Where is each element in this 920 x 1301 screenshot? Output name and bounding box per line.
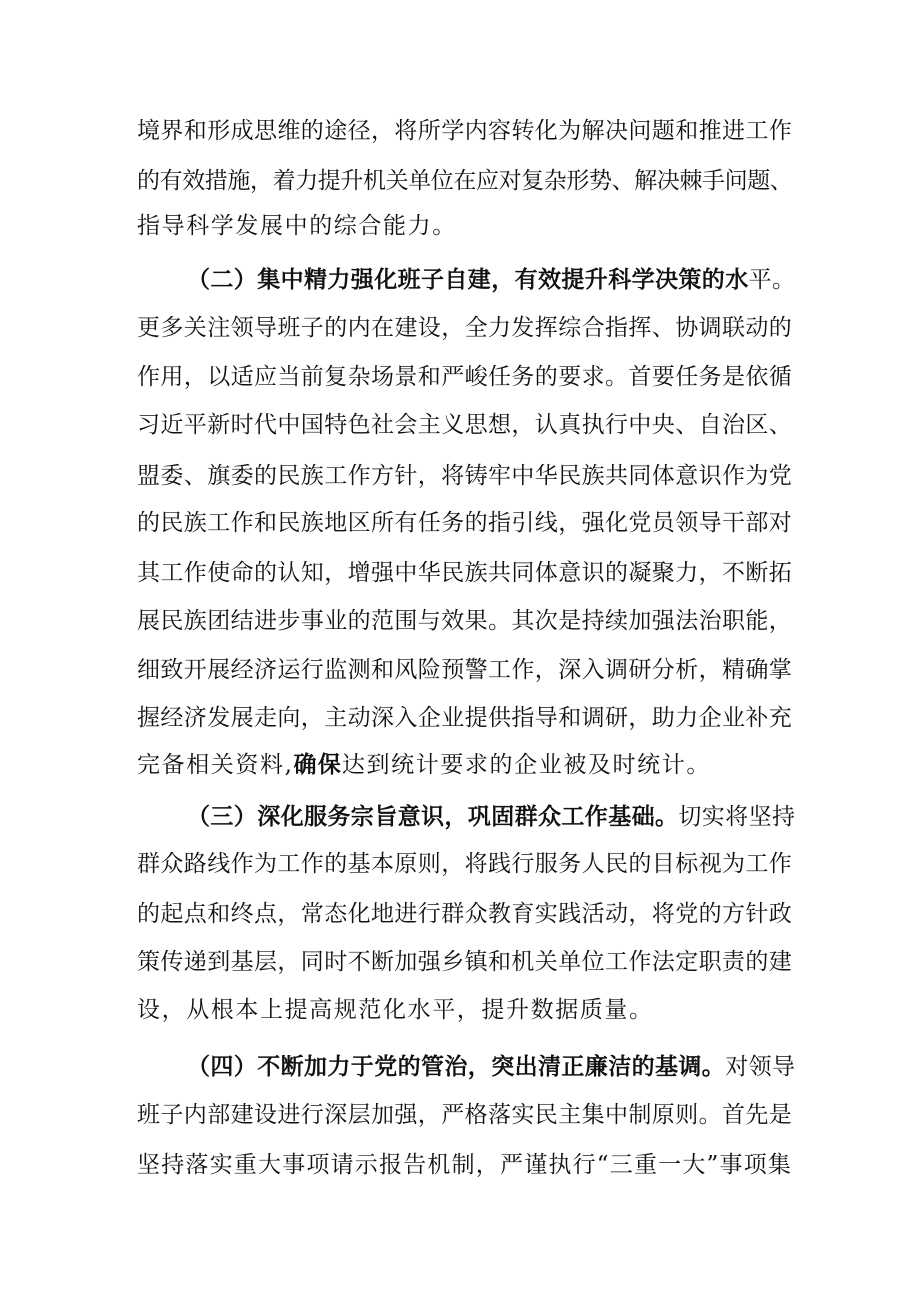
paragraph-2-line-10 — [137, 745, 797, 785]
paragraph-2-line-3: 习近平新时代中国特色社会主义思想，认真执行中央、自治区、 — [137, 412, 793, 438]
paragraph-1-line-3: 指导科学发展中的综合能力。 — [137, 213, 457, 239]
paragraph-3-line-4: 设，从根本上提高规范化水平，提升数据质量。 — [137, 997, 654, 1023]
paragraph-1-line-1: 境界和形成思维的途径，将所学内容转化为解决问题和推进工作 — [137, 118, 793, 144]
paragraph-3-line-1: 群众路线作为工作的基本原则，将践行服务人民的目标视为工作 — [137, 851, 793, 877]
paragraph-2-heading: （二）集中精力强化班子自建，有效提升科学决策的水 — [187, 266, 749, 293]
paragraph-2-line-6: 其工作使命的认知，增强中华民族共同体意识的凝聚力，不断拓 — [137, 560, 793, 586]
paragraph-4-heading-line — [187, 1047, 797, 1087]
paragraph-4-heading-tail: 对领导 — [725, 1054, 796, 1080]
paragraph-4-line-1: 班子内部建设进行深层加强，严格落实民主集中制原则。首先是 — [137, 1102, 793, 1128]
paragraph-2-line-9: 握经济发展走向，主动深入企业提供指导和调研，助力企业补充 — [137, 705, 793, 731]
paragraph-1-line-2: 的有效措施，着力提升机关单位在应对复杂形势、解决棘手问题、 — [137, 168, 793, 194]
paragraph-2-line-8: 细致开展经济运行监测和风险预警工作，深入调研分析，精确掌 — [137, 657, 793, 683]
paragraph-2-line-4: 盟委、旗委的民族工作方针，将铸牢中华民族共同体意识作为党 — [137, 463, 793, 489]
paragraph-3-heading: （三）深化服务宗旨意识，巩固群众工作基础。 — [187, 803, 679, 830]
paragraph-2-last-after: 达到统计要求的企业被及时统计。 — [341, 752, 711, 778]
paragraph-2-last-bold: 确保 — [293, 751, 342, 778]
paragraph-3-line-2: 的起点和终点，常态化地进行群众教育实践活动，将党的方针政 — [137, 901, 793, 927]
paragraph-3-heading-tail: 切实将坚持 — [678, 804, 796, 830]
paragraph-4-heading: （四）不断加力于党的管治，突出清正廉洁的基调。 — [187, 1053, 726, 1080]
paragraph-2-heading-line — [187, 260, 797, 300]
paragraph-2-line-7: 展民族团结进步事业的范围与效果。其次是持续加强法治职能， — [137, 608, 793, 634]
paragraph-2-line-5: 的民族工作和民族地区所有任务的指引线，强化党员领导干部对 — [137, 510, 793, 536]
paragraph-4-line-2: 坚持落实重大事项请示报告机制，严谨执行“三重一大”事项集 — [137, 1152, 793, 1178]
paragraph-2-last-before: 完备相关资料, — [137, 752, 294, 778]
paragraph-3-heading-line — [187, 797, 797, 837]
paragraph-2-line-2: 作用，以适应当前复杂场景和严峻任务的要求。首要任务是依循 — [137, 364, 793, 390]
paragraph-3-line-3: 策传递到基层，同时不断加强乡镇和机关单位工作法定职责的建 — [137, 949, 793, 975]
paragraph-2-heading-tail: 平。 — [748, 267, 796, 293]
paragraph-2-line-1: 更多关注领导班子的内在建设，全力发挥综合指挥、协调联动的 — [137, 315, 793, 341]
